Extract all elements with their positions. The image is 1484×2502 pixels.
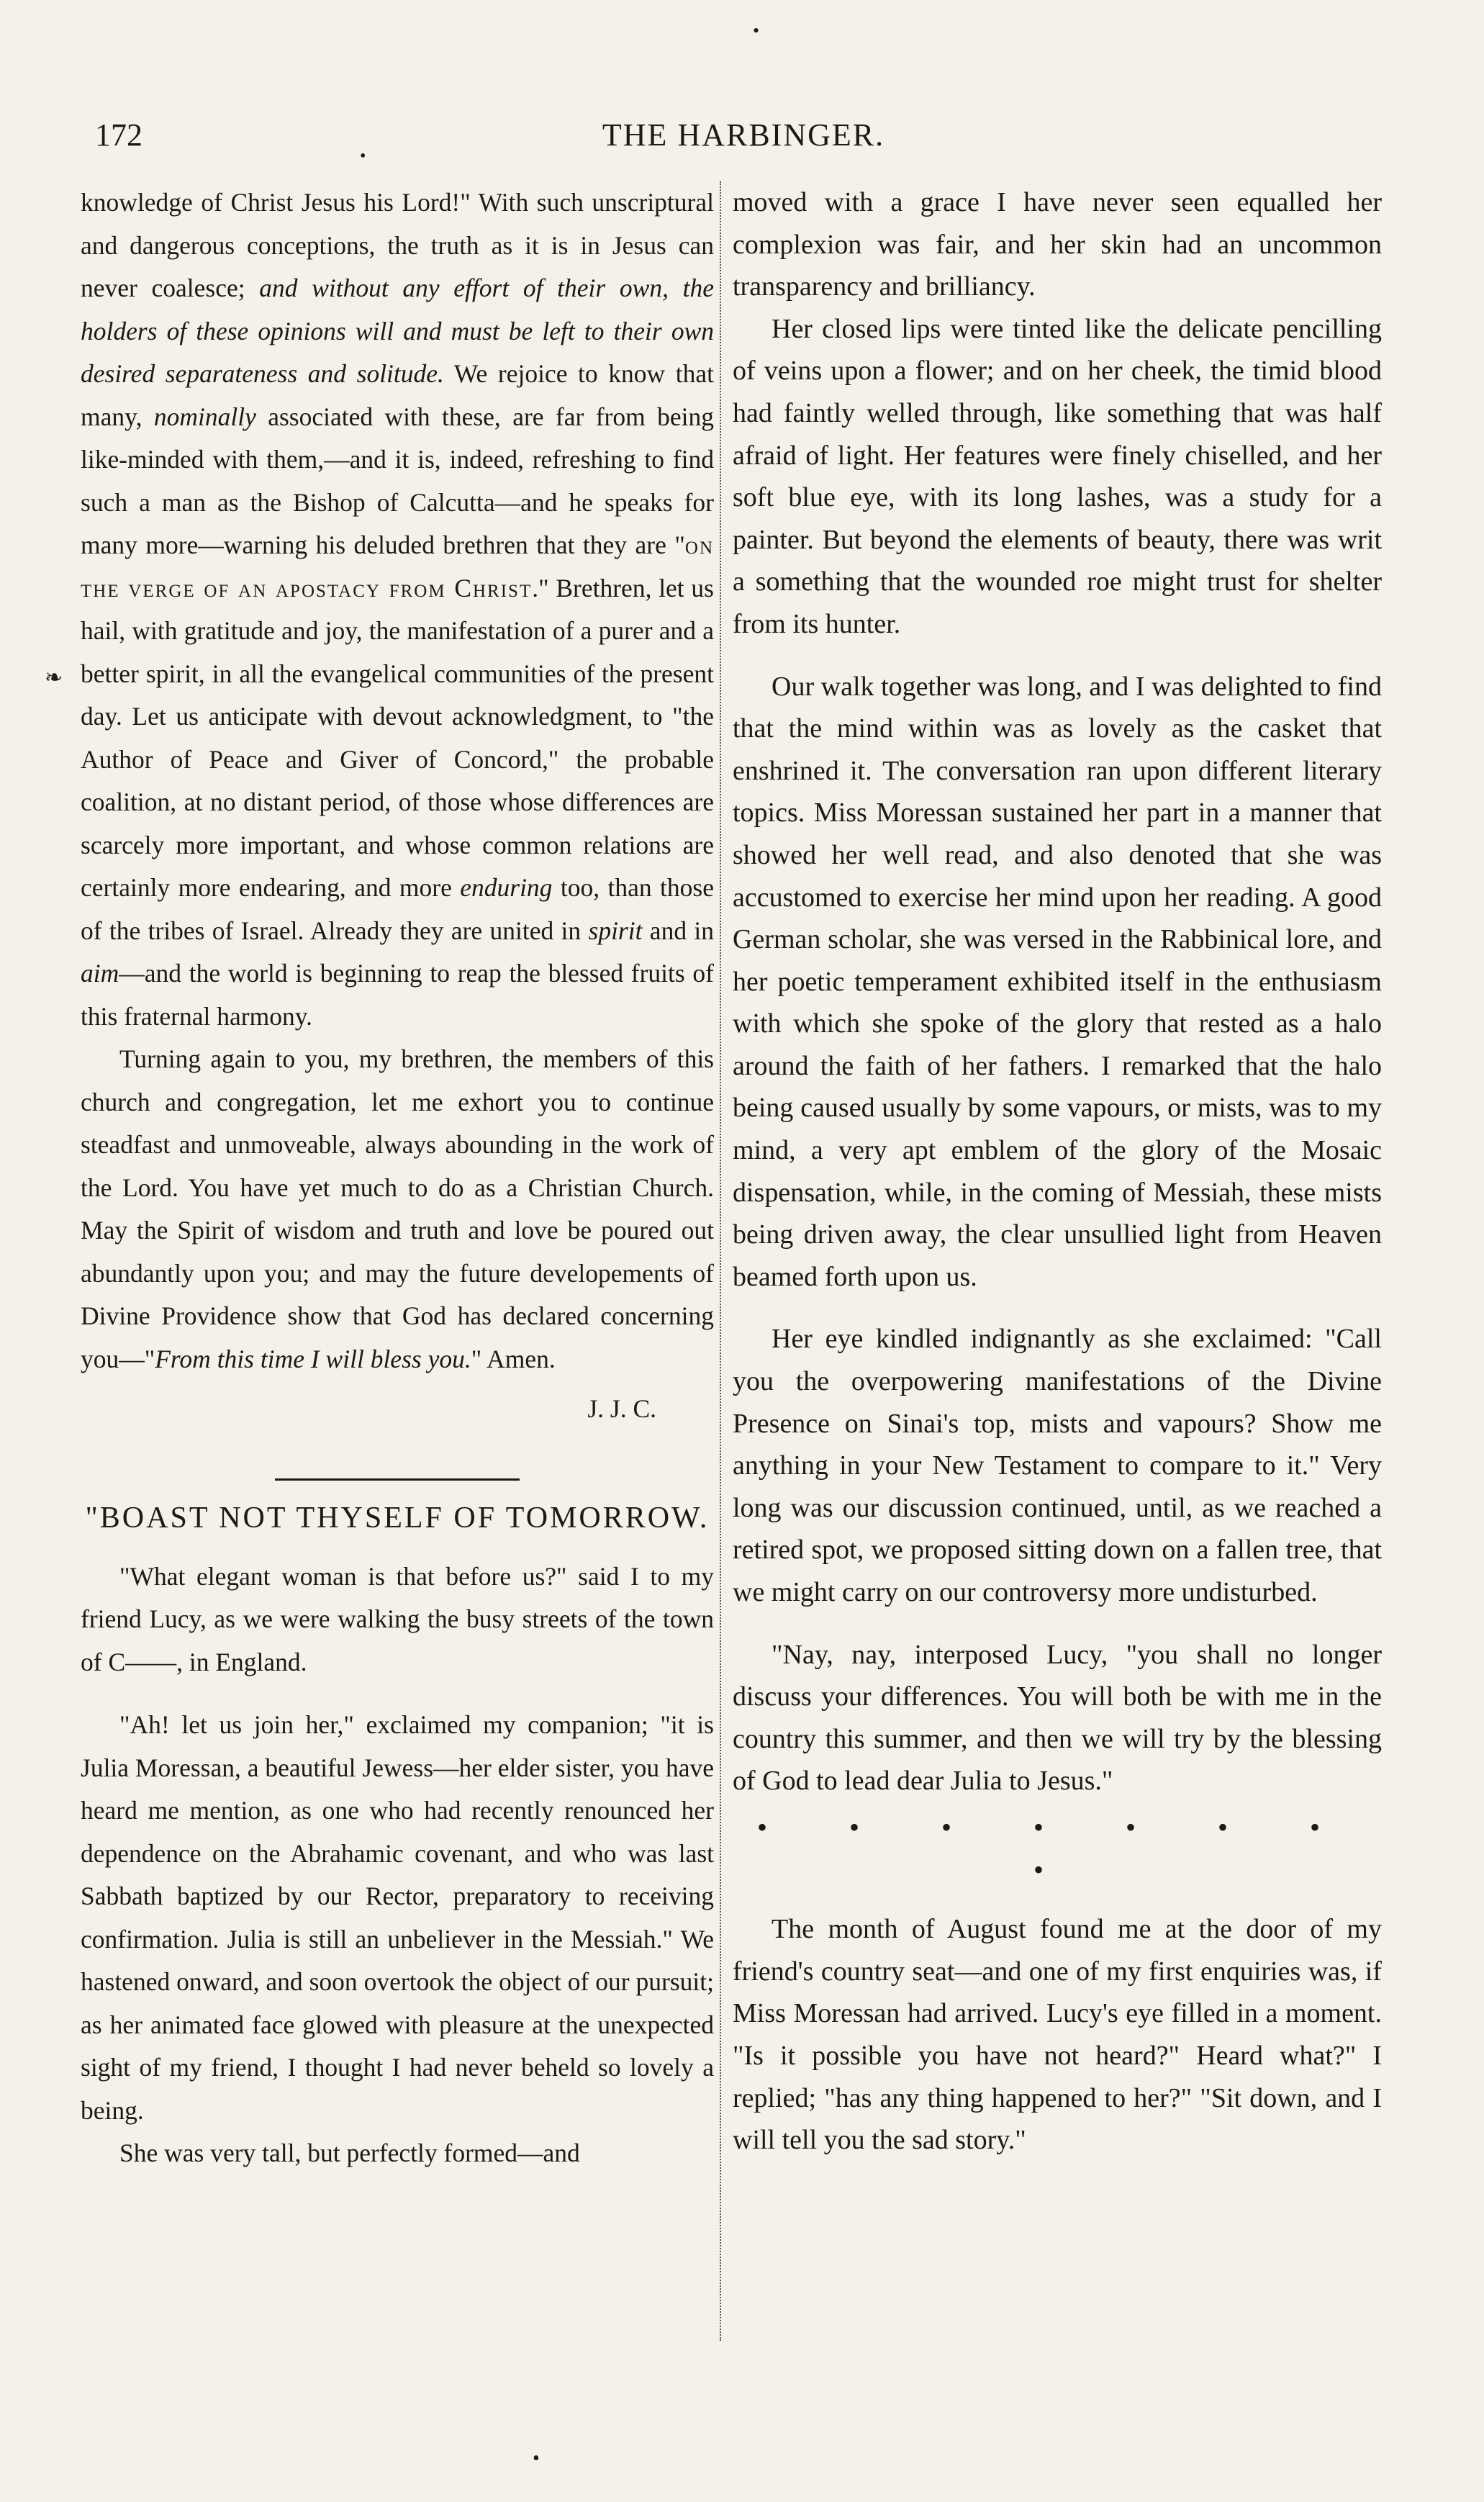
paragraph-continuation [81,181,714,1038]
text-run: and in [642,916,714,945]
text-run: associated with these, are far from being like-minded with them,—and it is, indeed, refreshing to find such a man as the Bishop of Calcutta—and he speaks for many more—warning his deluded brethren that they are " [81,402,714,559]
paragraph: Our walk together was long, and I was delighted to find that the mind within was as lovely as the casket that enshrined it. The conversation ran upon different literary topics. Miss Moressan sustained her part in a manner that showed her well read, and also denoted that she was accustomed to exercise her mind upon her reading. A good German scholar, she was versed in the Rabbinical lore, and her poetic temperament exhibited itself in the enthusiasm with which she spoke of the glory that rested as a halo around the faith of her fathers. I remarked that the halo being caused usually by some vapours, or mists, was to my mind, a very apt emblem of the glory of the Mosaic dispensation, while, in the coming of Messiah, these mists being driven away, the clear unsullied light from Heaven beamed forth upon us. [733,671,1382,1292]
text-run: too, than those of the tribes of Israel. Already they are united in [81,873,714,945]
paragraph-exhortation [81,1038,714,1381]
paragraph: "Ah! let us join her," exclaimed my companion; "it is Julia Moressan, a beautiful Jewess—her elder sister, you have heard me mention, as one who had recently renounced her dependence on the Abrahamic covenant, and who was last Sabbath baptized by our Rector, preparatory to receiving confirmation. Julia is still an unbeliever in the Messiah." We hastened onward, and soon overtook the object of our pursuit; as her animated face glowed with pleasure at the unexpected sight of my friend, I thought I had never beheld so lovely a being. [81,1710,714,2125]
right-column [733,181,1382,2162]
section-rule [275,1478,520,1481]
text-run: We rejoice to know that many, [81,359,714,431]
paragraph: Her closed lips were tinted like the delicate pencilling of veins upon a flower; and on her cheek, the timid blood had faintly welled through, like something that was half afraid of light. Her features were finely chiselled, and her soft blue eye, with its long lashes, was a study for a painter. But beyond the elements of beauty, there was writ a something that the wounded roe might trust for shelter from its hunter. [733,313,1382,639]
small-caps-text: on the verge of an apostacy from Christ [81,530,714,602]
paragraph-continuation: moved with a grace I have never seen equalled her complexion was fair, and her skin had an uncommon transparency and brilliancy. [733,187,1382,302]
page-number: 172 [95,117,142,153]
paragraph: "Nay, nay, interposed Lucy, "you shall no longer discuss your differences. You will both be with me in the country this summer, and then we will try by the blessing of God to lead dear Julia to Jesus." [733,1639,1382,1797]
running-head: THE HARBINGER. [602,117,885,153]
column-divider [720,181,721,2341]
paragraph: She was very tall, but perfectly formed—and [119,2139,580,2167]
emphasis-text: spirit [588,916,643,945]
page-header [92,99,1395,157]
emphasis-text: enduring [460,873,553,902]
section-title: "BOAST NOT THYSELF OF TOMORROW. [85,1501,710,1535]
paragraph: "What elegant woman is that before us?" said I to my friend Lucy, as we were walking the busy streets of the town of C——, in England. [81,1561,714,1676]
ink-speck: • [533,2447,540,2470]
text-run: —and the world is beginning to reap the blessed fruits of this fraternal harmony. [81,959,714,1031]
section-break-asterisks: • • • • • • • • [756,1810,1358,1886]
emphasis-text: From this time I will bless you. [155,1344,471,1373]
margin-mark: ❧ [45,666,63,690]
emphasis-text: nominally [153,402,256,431]
text-run: ." Brethren, let us hail, with gratitude and joy, the manifestation of a purer and a better spirit, in all the evangelical communities of the present day. Let us anticipate with devout acknowledgment, to "the Author of Peace and Giver of Concord," the probable coalition, at no distant period, of those whose differences are scarcely more important, and whose common relations are certainly more endearing, and more [81,573,714,902]
emphasis-text: aim [81,959,119,988]
signature: J. J. C. [587,1394,656,1423]
text-run: Turning again to you, my brethren, the members of this church and congregation, let me exhort you to continue steadfast and unmoveable, always abounding in the work of the Lord. You have yet much to do as a Christian Church. May the Spirit of wisdom and truth and love be poured out abundantly upon you; and may the future developements of Divine Providence show that God has declared concerning you—" [81,1044,714,1373]
left-column [81,181,714,2175]
emphasis-text: and without any effort of their own, the holders of these opinions will and must be left to their own desired separateness and solitude. [81,274,714,388]
ink-speck: • [360,147,366,166]
ink-speck: • [753,20,760,41]
paragraph: Her eye kindled indignantly as she exclaimed: "Call you the overpowering manifestations of the Divine Presence on Sinai's top, mists and vapours? Show me anything in your New Testament to compare to it." Very long was our discussion continued, until, as we reached a retired spot, we proposed sitting down on a fallen tree, that we might carry on our controversy more undisturbed. [733,1324,1382,1607]
paragraph: The month of August found me at the door of my friend's country seat—and one of my first enquiries was, if Miss Moressan had arrived. Lucy's eye filled in a moment. "Is it possible you have not heard?" Heard what?" I replied; "has any thing happened to her?" "Sit down, and I will tell you the sad story." [733,1914,1382,2156]
text-run: knowledge of Christ Jesus his Lord!" With such unscriptural and dangerous conceptions, the truth as it is in Jesus can never coalesce; [81,188,714,302]
text-run: " Amen. [471,1344,556,1373]
